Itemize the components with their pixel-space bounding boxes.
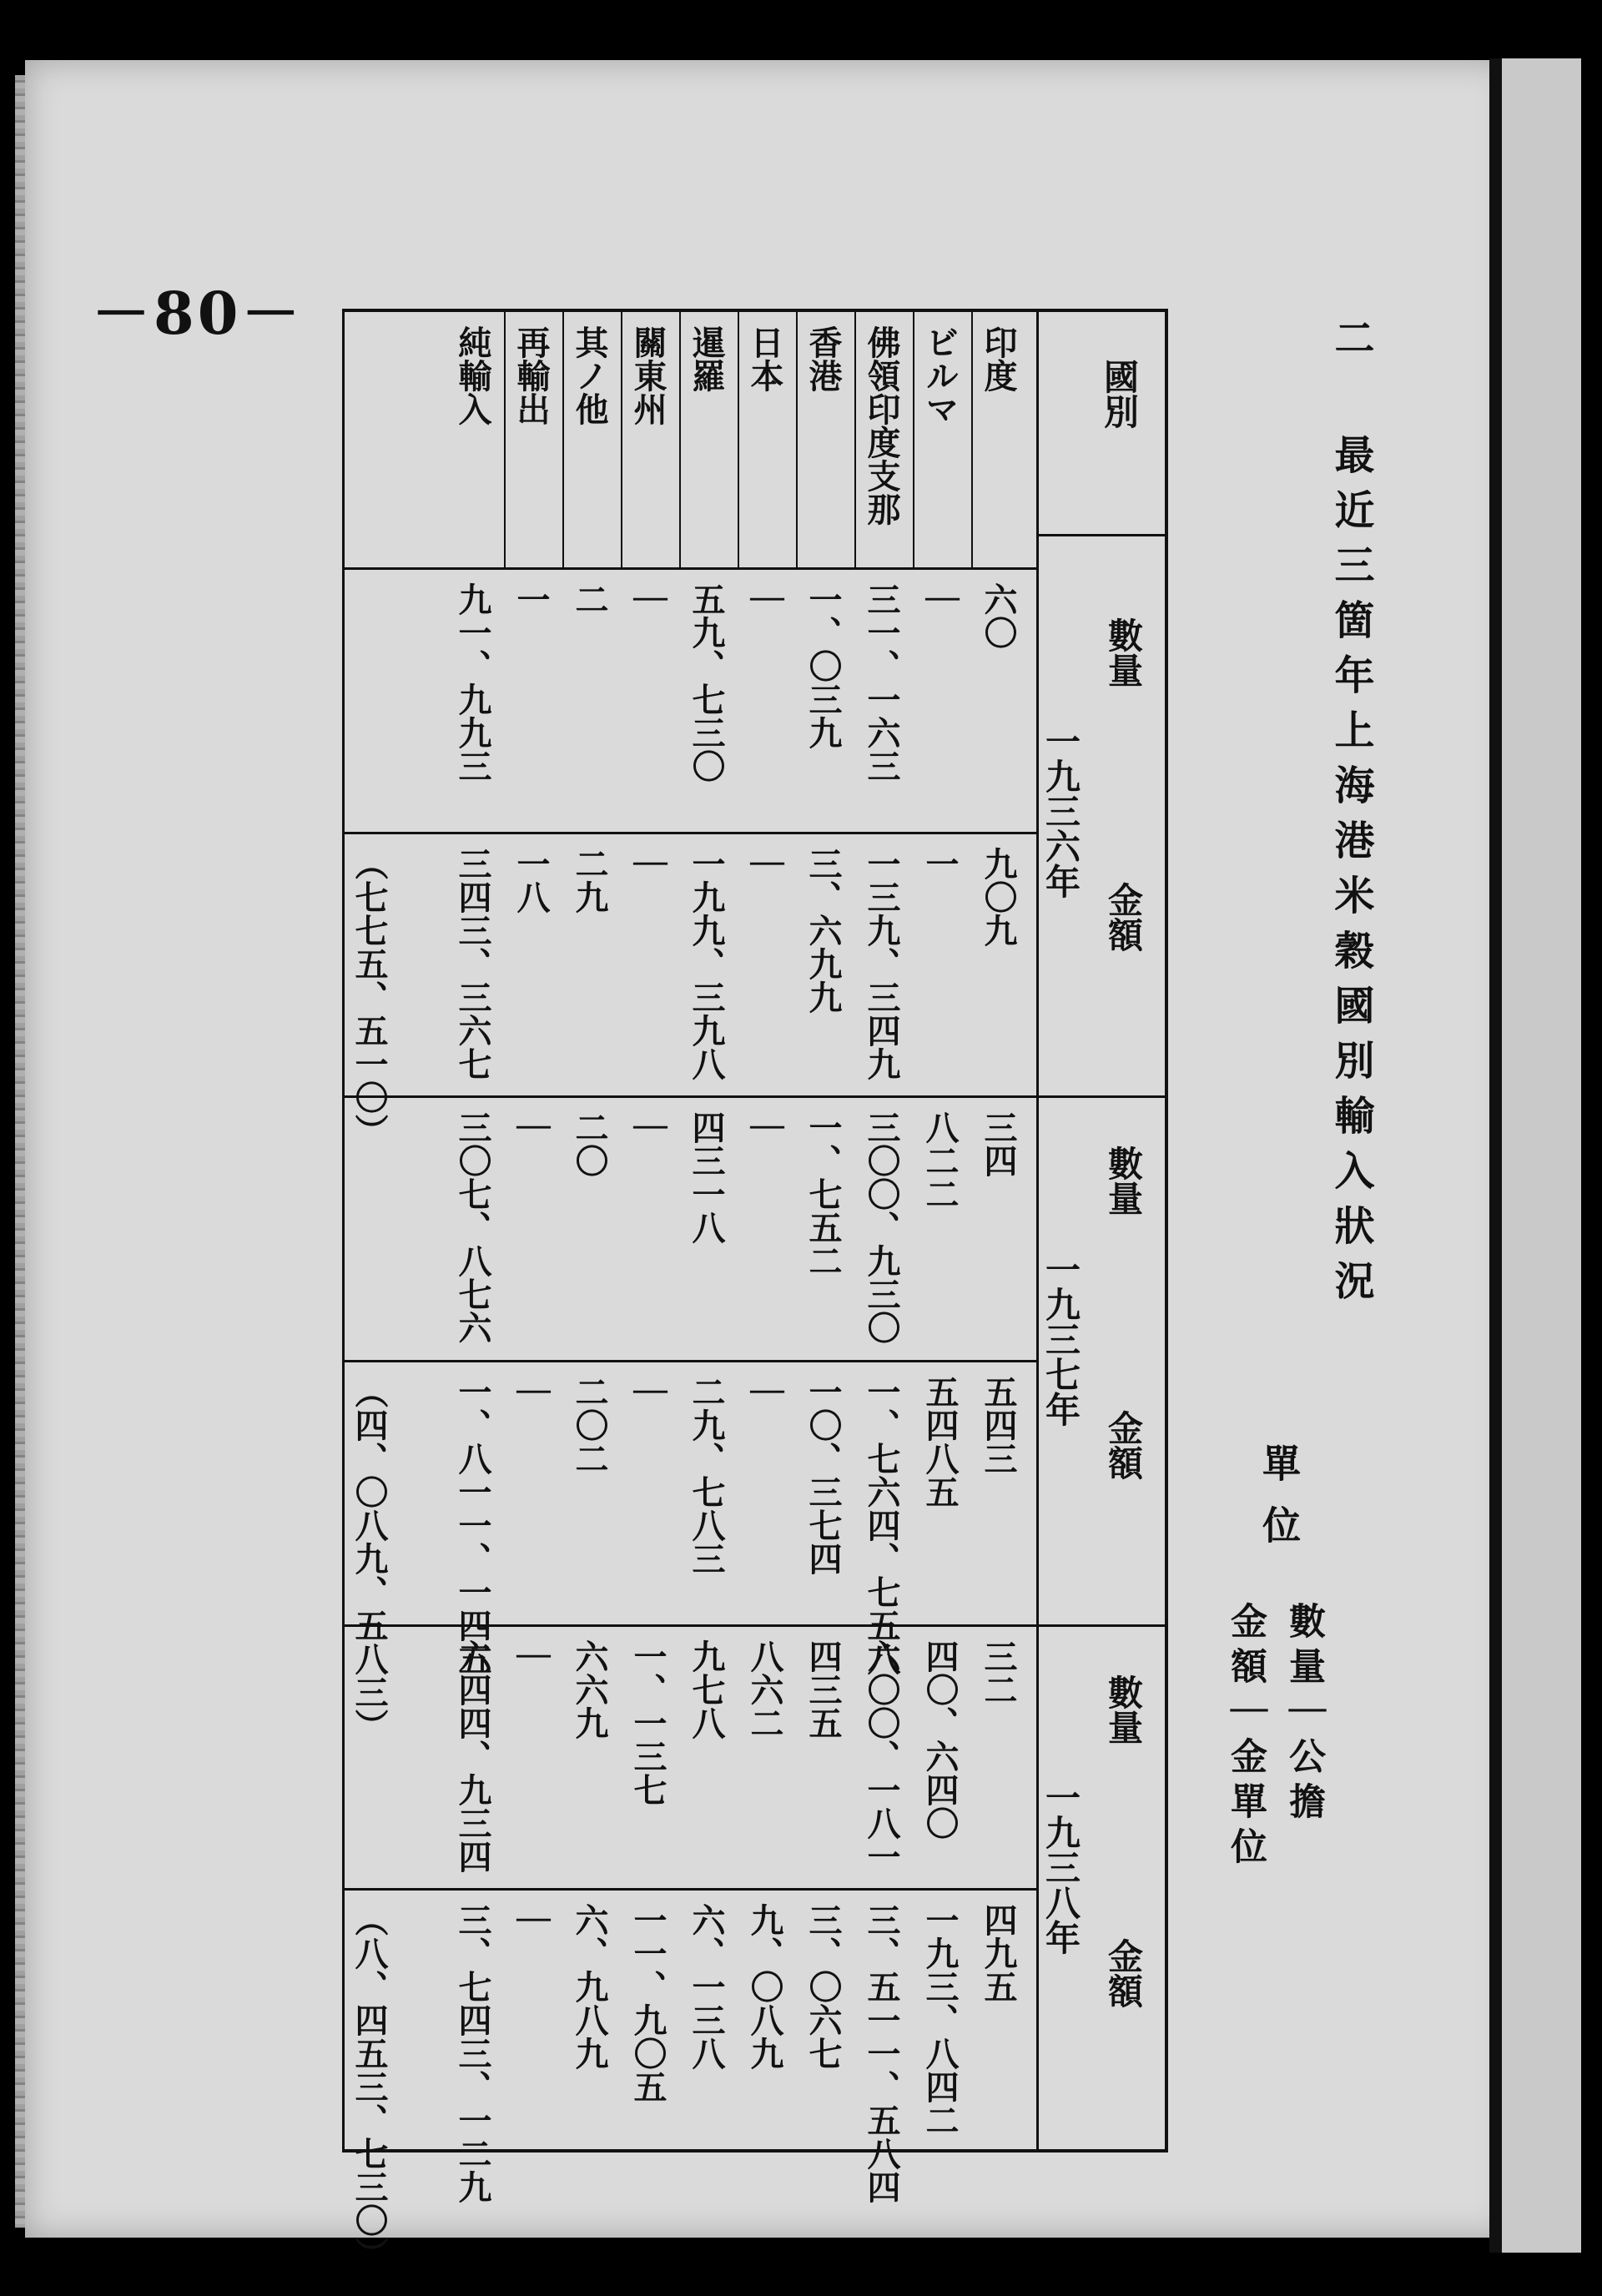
country-label: 日本 — [745, 325, 784, 392]
data-cell: 三、〇六七 — [804, 1903, 843, 2071]
quantity-header: 數量 — [1103, 1145, 1144, 1216]
data-cell: ｜ — [745, 846, 784, 880]
data-cell: ｜ — [745, 1110, 784, 1145]
data-cell: 三一、一六三 — [862, 582, 901, 783]
total-in-parens: （八、四五三、七三〇） — [350, 1903, 389, 2271]
column-divider — [562, 309, 564, 567]
data-cell: 四三一八 — [687, 1110, 726, 1245]
data-cell: 九〇九 — [979, 846, 1018, 947]
data-cell: 六、九八九 — [570, 1903, 609, 2071]
amount-header: 金額 — [1103, 881, 1144, 952]
column-divider — [796, 309, 798, 567]
country-label: 香港 — [804, 325, 843, 392]
section-number: 二 — [1327, 317, 1374, 357]
year-header: 一九三六年 — [1040, 723, 1081, 899]
section-divider — [342, 1360, 1036, 1362]
data-cell: 一、一三七 — [628, 1639, 668, 1806]
data-cell: 九七八 — [687, 1639, 726, 1740]
data-cell: 一 — [920, 846, 960, 880]
unit-label: 單位 — [1257, 1443, 1302, 1567]
data-cell: ｜ — [628, 846, 668, 880]
data-cell: 四〇、六四〇 — [920, 1639, 960, 1840]
data-cell: 四九五 — [979, 1903, 1018, 2004]
data-cell: 六、一三八 — [687, 1903, 726, 2071]
amount-header: 金額 — [1103, 1938, 1144, 2009]
data-cell: 五九、七三〇 — [687, 582, 726, 783]
data-cell: 一、七五二 — [804, 1110, 843, 1278]
data-cell: ｜ — [511, 1375, 551, 1408]
data-cell: ｜ — [920, 582, 960, 616]
unit-quantity: 數量｜公擔 — [1282, 1602, 1325, 1827]
data-cell: 五四三 — [979, 1375, 1018, 1475]
data-cell: ｜ — [745, 1375, 784, 1408]
table-left-rule — [342, 309, 345, 2152]
table-right-rule — [1165, 309, 1168, 2152]
column-divider — [738, 309, 739, 567]
data-cell: 八二二 — [920, 1110, 960, 1211]
data-cell: 一八 — [511, 846, 551, 914]
rice-import-table — [342, 309, 1168, 2271]
adjacent-page-edge — [1502, 58, 1581, 2253]
data-cell: ｜ — [511, 1639, 551, 1673]
data-cell: 六四四、九三四 — [453, 1639, 492, 1873]
column-divider — [854, 309, 856, 567]
section-divider — [342, 1888, 1036, 1891]
data-cell: 三、七四三、一二九 — [453, 1903, 492, 2204]
document-title: 最近三箇年上海港米穀國別輸入狀況 — [1327, 434, 1374, 1315]
data-cell: 八六二 — [745, 1639, 784, 1740]
country-label: 暹羅 — [687, 325, 726, 392]
data-cell: 三四三、三六七 — [453, 846, 492, 1080]
unit-amount: 金額｜金單位 — [1224, 1602, 1267, 1872]
data-cell: 一九三、八四二 — [920, 1903, 960, 2137]
quantity-header: 數量 — [1103, 617, 1144, 687]
data-cell: 三四 — [979, 1110, 1018, 1178]
data-cell: ｜ — [511, 1903, 551, 1937]
data-cell: 三、五一一、五八四 — [862, 1903, 901, 2204]
data-cell: 一一、九〇五 — [628, 1903, 668, 2104]
data-cell: ｜ — [628, 1110, 668, 1145]
data-cell: 六六九 — [570, 1639, 609, 1740]
data-cell: 一九九、三九八 — [687, 846, 726, 1080]
country-label: ビルマ — [920, 325, 960, 425]
country-label: 關東州 — [628, 325, 668, 425]
year-header: 一九三八年 — [1040, 1780, 1081, 1956]
country-label: 印度 — [979, 325, 1018, 392]
data-cell: 二 — [570, 582, 609, 616]
data-cell: 六〇 — [979, 582, 1018, 649]
data-cell: 二九、七八三 — [687, 1375, 726, 1575]
country-header-divider — [1036, 534, 1165, 536]
total-in-parens: （七七五、五一〇） — [350, 846, 389, 1147]
data-cell: 五四八五 — [920, 1375, 960, 1508]
year-header: 一九三七年 — [1040, 1251, 1081, 1427]
data-cell: 二九 — [570, 846, 609, 914]
data-cell: 九、〇八九 — [745, 1903, 784, 2071]
section-divider — [342, 832, 1036, 834]
column-divider — [504, 309, 506, 567]
country-label: 佛領印度支那 — [862, 325, 901, 526]
data-cell: 一〇、三七四 — [804, 1375, 843, 1575]
country-label: 純輸入 — [453, 325, 492, 425]
header-divider — [1036, 309, 1039, 2152]
page-number: －80－ — [92, 279, 304, 348]
data-cell: 一、七六四、七五八 — [862, 1375, 901, 1675]
data-cell: 三〇七、八七六 — [453, 1110, 492, 1345]
country-label: 再輸出 — [511, 325, 551, 425]
total-in-parens: （四、〇八九、五八三） — [350, 1375, 389, 1742]
data-cell: 三、六九九 — [804, 846, 843, 1014]
data-cell: 一、八一一、一四五 — [453, 1375, 492, 1675]
label-band-divider — [342, 567, 1036, 570]
column-divider — [679, 309, 681, 567]
data-cell: 一、〇三九 — [804, 582, 843, 749]
column-divider — [971, 309, 973, 567]
data-cell: 二〇二 — [570, 1375, 609, 1475]
data-cell: 六〇〇、一八一 — [862, 1639, 901, 1873]
data-cell: ｜ — [745, 582, 784, 616]
section-divider — [342, 1095, 1165, 1098]
column-divider — [913, 309, 914, 567]
data-cell: 四三五 — [804, 1639, 843, 1740]
data-cell: 二〇 — [570, 1110, 609, 1178]
data-cell: 三〇〇、九三〇 — [862, 1110, 901, 1345]
data-cell: ｜ — [628, 1375, 668, 1408]
data-cell: ｜ — [628, 582, 668, 616]
quantity-header: 數量 — [1103, 1674, 1144, 1745]
column-divider — [621, 309, 622, 567]
data-cell: 一三九、三四九 — [862, 846, 901, 1080]
data-cell: 九一、九九三 — [453, 582, 492, 783]
data-cell: 一 — [511, 582, 551, 616]
data-cell: ｜ — [511, 1110, 551, 1145]
country-label: 其ノ他 — [570, 325, 609, 425]
data-cell: 三二 — [979, 1639, 1018, 1706]
amount-header: 金額 — [1103, 1410, 1144, 1480]
table-top-rule — [342, 309, 1168, 312]
country-header: 國別 — [1099, 359, 1140, 429]
